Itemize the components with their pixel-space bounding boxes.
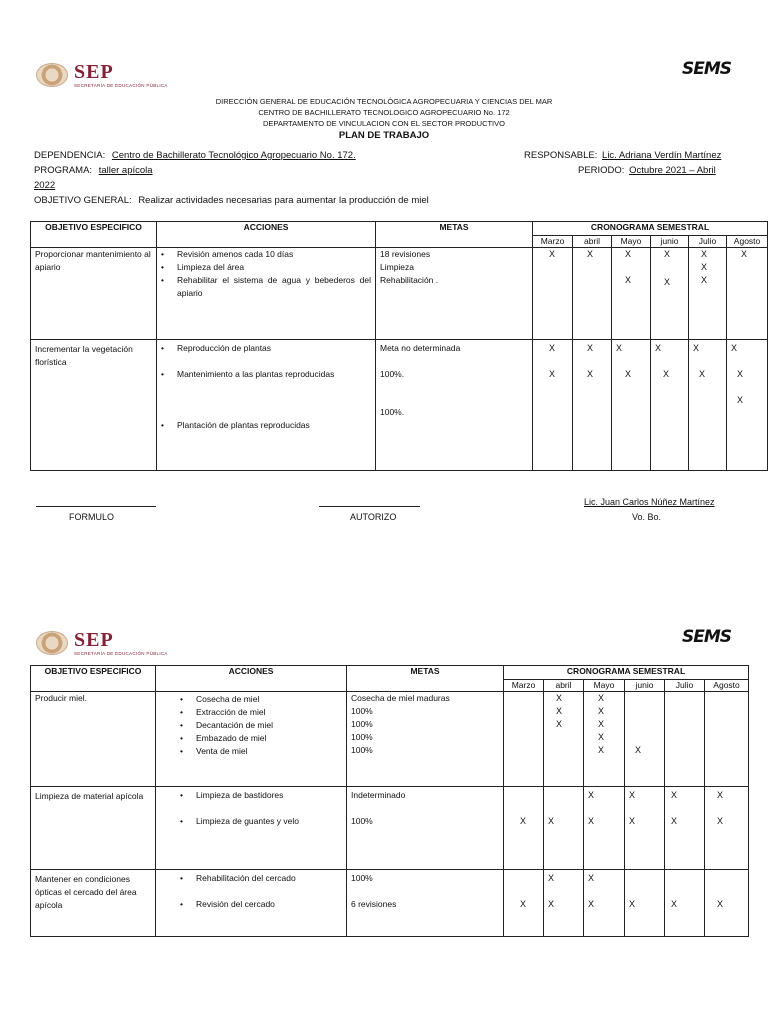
header-cronograma: CRONOGRAMA SEMESTRAL — [533, 222, 768, 236]
vobo-name: Lic. Juan Carlos Núñez Martínez — [584, 497, 715, 507]
meta-item: 6 revisiones — [351, 899, 397, 909]
accion-item: • Revisión del cercado — [196, 898, 275, 911]
schedule-mark: X — [701, 249, 708, 259]
header-objetivo: OBJETIVO ESPECIFICO — [31, 222, 157, 248]
accion-item: • Extracción de miel — [196, 706, 265, 719]
schedule-mark: X — [737, 395, 744, 405]
schedule-mark: X — [737, 369, 744, 379]
header-acciones: ACCIONES — [157, 222, 376, 248]
formulo-signature-line — [36, 506, 156, 507]
periodo-value: Octubre 2021 – Abril — [629, 165, 716, 176]
schedule-mark: X — [717, 790, 724, 800]
meta-item: 100% — [351, 745, 373, 755]
sep-logo — [36, 630, 168, 657]
schedule-mark: X — [671, 790, 678, 800]
accion-item: • Reproducción de plantas — [177, 342, 371, 355]
table-row — [31, 340, 768, 471]
meta-item: 100% — [351, 706, 373, 716]
dependencia-label: DEPENDENCIA: — [34, 150, 106, 161]
schedule-mark: X — [598, 706, 605, 716]
schedule-mark: X — [588, 816, 595, 826]
schedule-mark: X — [664, 249, 671, 259]
schedule-mark: X — [520, 899, 527, 909]
month-header: junio — [625, 680, 665, 692]
schedule-mark: X — [663, 369, 670, 379]
sems-logo: SEMS — [682, 59, 732, 79]
schedule-mark: X — [731, 343, 738, 353]
accion-item: • Plantación de plantas reproducidas — [177, 419, 371, 432]
formulo-label: FORMULO — [69, 512, 114, 522]
accion-item: • Limpieza de guantes y velo — [196, 815, 299, 828]
month-header: Julio — [689, 236, 727, 248]
accion-item: • Cosecha de miel — [196, 693, 259, 706]
schedule-mark: X — [588, 899, 595, 909]
accion-item: • Venta de miel — [196, 745, 248, 758]
schedule-mark: X — [717, 899, 724, 909]
responsable-label: RESPONSABLE: — [524, 150, 598, 161]
schedule-mark: X — [671, 899, 678, 909]
schedule-mark: X — [598, 719, 605, 729]
schedule-mark: X — [548, 816, 555, 826]
meta-item: Indeterminado — [351, 790, 406, 800]
objetivo-cell: Mantener en condiciones ópticas el cercado del área apícola — [35, 874, 137, 910]
schedule-mark: X — [598, 745, 605, 755]
schedule-mark: X — [598, 693, 605, 703]
responsable-line — [524, 148, 721, 163]
objetivo-cell: Proporcionar mantenimiento al apiario — [35, 249, 151, 272]
sep-logo-text: SEP — [74, 629, 114, 651]
accion-item: • Embazado de miel — [196, 732, 266, 745]
month-header: junio — [651, 236, 689, 248]
schedule-mark: X — [655, 343, 662, 353]
page-title: PLAN DE TRABAJO — [338, 130, 430, 141]
meta-item: 100% — [351, 873, 373, 883]
objetivo-cell: Producir miel. — [35, 693, 87, 703]
autorizo-signature-line — [319, 506, 420, 507]
periodo-line — [578, 163, 716, 178]
objetivo-cell: Limpieza de material apícola — [35, 791, 144, 801]
meta-item: Meta no determinada — [380, 343, 461, 353]
accion-item: • Mantenimiento a las plantas reproducidas — [177, 368, 371, 381]
objetivo-general-value: Realizar actividades necesarias para aumentar la producción de miel — [138, 195, 429, 206]
sep-logo — [36, 62, 168, 89]
vobo-label: Vo. Bo. — [632, 512, 662, 522]
meta-item: 100% — [351, 816, 373, 826]
table-row — [31, 870, 749, 937]
meta-item: Cosecha de miel maduras — [351, 693, 450, 703]
autorizo-label: AUTORIZO — [350, 512, 397, 522]
meta-item: Rehabilitación . — [380, 275, 439, 285]
schedule-mark: X — [701, 275, 708, 285]
accion-item: • Limpieza del área — [177, 261, 371, 274]
month-header: Marzo — [504, 680, 544, 692]
schedule-mark: X — [549, 369, 556, 379]
sems-logo: SEMS — [682, 627, 732, 647]
meta-item: 100%. — [380, 369, 405, 379]
schedule-mark: X — [625, 275, 632, 285]
month-header: Marzo — [533, 236, 573, 248]
accion-item: • Rehabilitación del cercado — [196, 872, 296, 885]
schedule-mark: X — [625, 249, 632, 259]
plan-table-1 — [30, 221, 768, 471]
schedule-mark: X — [556, 706, 563, 716]
periodo-year: 2022 — [34, 180, 56, 191]
dependencia-value: Centro de Bachillerato Tecnológico Agropecuario No. 172. — [111, 150, 356, 161]
schedule-mark: X — [741, 249, 748, 259]
sep-logo-subtext: SECRETARÍA DE EDUCACIÓN PÚBLICA — [74, 83, 168, 88]
month-header: Agosto — [705, 680, 749, 692]
meta-item: Limpieza — [380, 262, 415, 272]
schedule-mark: X — [548, 899, 555, 909]
schedule-mark: X — [701, 262, 708, 272]
schedule-mark: X — [587, 249, 594, 259]
month-header: abril — [544, 680, 584, 692]
month-header: abril — [573, 236, 612, 248]
periodo-label: PERIODO: — [578, 165, 625, 176]
programa-value: taller apícola — [98, 165, 153, 176]
sep-logo-subtext: SECRETARÍA DE EDUCACIÓN PÚBLICA — [74, 651, 168, 656]
schedule-mark: X — [520, 816, 527, 826]
responsable-value: Lic. Adriana Verdín Martínez — [602, 150, 722, 161]
schedule-mark: X — [664, 277, 671, 287]
meta-item: 100% — [351, 732, 373, 742]
schedule-mark: X — [588, 790, 595, 800]
header-line-2: CENTRO DE BACHILLERATO TECNOLOGICO AGROPECUARIO No. 172 — [258, 108, 510, 117]
month-header: Julio — [665, 680, 705, 692]
header-metas: METAS — [347, 666, 504, 692]
schedule-mark: X — [549, 343, 556, 353]
schedule-mark: X — [616, 343, 623, 353]
schedule-mark: X — [699, 369, 706, 379]
accion-item: • Rehabilitar el sistema de agua y bebederos del apiario — [177, 274, 371, 300]
month-header: Mayo — [612, 236, 651, 248]
month-header: Agosto — [727, 236, 768, 248]
table-row — [31, 692, 749, 787]
schedule-mark: X — [556, 719, 563, 729]
schedule-mark: X — [588, 873, 595, 883]
document-header — [0, 96, 768, 141]
header-line-3: DEPARTAMENTO DE VINCULACION CON EL SECTOR PRODUCTIVO — [263, 119, 505, 128]
header-cronograma: CRONOGRAMA SEMESTRAL — [504, 666, 749, 680]
schedule-mark: X — [587, 369, 594, 379]
schedule-mark: X — [556, 693, 563, 703]
schedule-mark: X — [635, 745, 642, 755]
objetivo-general-line — [34, 193, 429, 208]
table-row — [31, 787, 749, 870]
header-acciones: ACCIONES — [156, 666, 347, 692]
objetivo-cell: Incrementar la vegetación florística — [35, 344, 133, 367]
schedule-mark: X — [625, 369, 632, 379]
accion-item: • Revisión amenos cada 10 días — [177, 248, 371, 261]
dependencia-line — [34, 148, 356, 163]
month-header: Mayo — [584, 680, 625, 692]
schedule-mark: X — [629, 816, 636, 826]
meta-item: 100% — [351, 719, 373, 729]
meta-item: 18 revisiones — [380, 249, 431, 259]
schedule-mark: X — [598, 732, 605, 742]
table-row — [31, 248, 768, 340]
schedule-mark: X — [548, 873, 555, 883]
schedule-mark: X — [549, 249, 556, 259]
mexico-seal-icon — [36, 631, 68, 655]
plan-table-2 — [30, 665, 749, 937]
sep-logo-text: SEP — [74, 61, 114, 83]
schedule-mark: X — [671, 816, 678, 826]
header-line-1: DIRECCIÓN GENERAL DE EDUCACIÓN TECNOLÓGICA AGROPECUARIA Y CIENCIAS DEL MAR — [215, 97, 553, 106]
programa-line — [34, 163, 183, 178]
schedule-mark: X — [629, 790, 636, 800]
programa-label: PROGRAMA: — [34, 165, 93, 176]
accion-item: • Limpieza de bastidores — [196, 789, 283, 802]
header-metas: METAS — [376, 222, 533, 248]
mexico-seal-icon — [36, 63, 68, 87]
schedule-mark: X — [629, 899, 636, 909]
schedule-mark: X — [587, 343, 594, 353]
objetivo-general-label: OBJETIVO GENERAL: — [34, 195, 132, 206]
schedule-mark: X — [717, 816, 724, 826]
header-objetivo: OBJETIVO ESPECIFICO — [31, 666, 156, 692]
meta-item: 100%. — [380, 407, 405, 417]
accion-item: • Decantación de miel — [196, 719, 273, 732]
schedule-mark: X — [693, 343, 700, 353]
